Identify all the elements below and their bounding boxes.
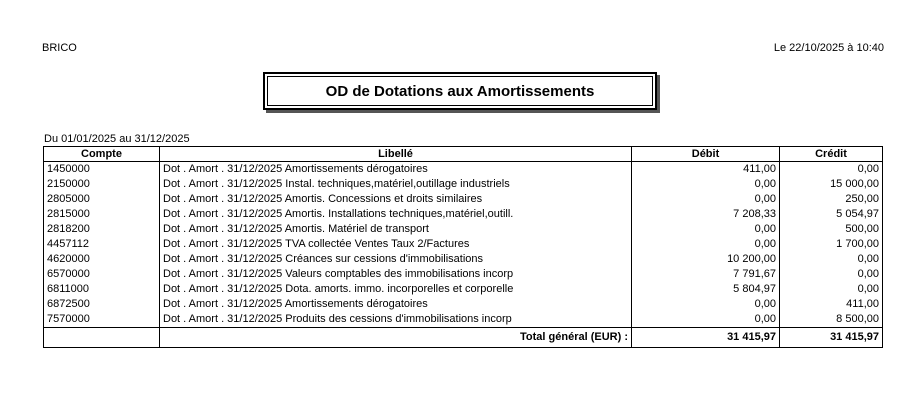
cell-debit: 411,00 bbox=[632, 162, 780, 178]
cell-debit: 5 804,97 bbox=[632, 282, 780, 297]
column-header-compte: Compte bbox=[44, 147, 160, 162]
cell-compte: 1450000 bbox=[44, 162, 160, 178]
print-date: Le 22/10/2025 à 10:40 bbox=[773, 42, 884, 54]
cell-libelle: Dot . Amort . 31/12/2025 Instal. techniques,matériel,outillage industriels bbox=[160, 177, 632, 192]
entries-table bbox=[43, 146, 883, 348]
cell-debit: 0,00 bbox=[632, 177, 780, 192]
cell-libelle: Dot . Amort . 31/12/2025 TVA collectée Ventes Taux 2/Factures bbox=[160, 237, 632, 252]
cell-compte: 4620000 bbox=[44, 252, 160, 267]
cell-libelle: Dot . Amort . 31/12/2025 Valeurs comptables des immobilisations incorp bbox=[160, 267, 632, 282]
table-row bbox=[44, 297, 883, 312]
cell-libelle: Dot . Amort . 31/12/2025 Amortissements dérogatoires bbox=[160, 297, 632, 312]
table-row bbox=[44, 237, 883, 252]
cell-debit: 7 791,67 bbox=[632, 267, 780, 282]
cell-compte: 2818200 bbox=[44, 222, 160, 237]
cell-libelle: Dot . Amort . 31/12/2025 Créances sur cessions d'immobilisations bbox=[160, 252, 632, 267]
cell-credit: 250,00 bbox=[780, 192, 883, 207]
cell-compte: 6570000 bbox=[44, 267, 160, 282]
table-body bbox=[44, 162, 883, 328]
cell-compte: 2150000 bbox=[44, 177, 160, 192]
cell-compte: 2805000 bbox=[44, 192, 160, 207]
table-row bbox=[44, 252, 883, 267]
cell-credit: 500,00 bbox=[780, 222, 883, 237]
total-spacer bbox=[44, 328, 160, 348]
cell-debit: 10 200,00 bbox=[632, 252, 780, 267]
cell-compte: 6811000 bbox=[44, 282, 160, 297]
cell-debit: 7 208,33 bbox=[632, 207, 780, 222]
table-row bbox=[44, 312, 883, 328]
cell-debit: 0,00 bbox=[632, 192, 780, 207]
table-row bbox=[44, 282, 883, 297]
table-row bbox=[44, 162, 883, 178]
table-row bbox=[44, 222, 883, 237]
cell-credit: 8 500,00 bbox=[780, 312, 883, 328]
total-label: Total général (EUR) : bbox=[160, 328, 632, 348]
cell-debit: 0,00 bbox=[632, 312, 780, 328]
cell-credit: 0,00 bbox=[780, 252, 883, 267]
table-header-row bbox=[44, 147, 883, 162]
total-credit: 31 415,97 bbox=[780, 328, 883, 348]
company-name: BRICO bbox=[42, 42, 77, 54]
cell-debit: 0,00 bbox=[632, 222, 780, 237]
cell-credit: 0,00 bbox=[780, 282, 883, 297]
table-row bbox=[44, 177, 883, 192]
total-row bbox=[44, 328, 883, 348]
total-debit: 31 415,97 bbox=[632, 328, 780, 348]
cell-libelle: Dot . Amort . 31/12/2025 Amortis. Concessions et droits similaires bbox=[160, 192, 632, 207]
cell-compte: 7570000 bbox=[44, 312, 160, 328]
cell-credit: 5 054,97 bbox=[780, 207, 883, 222]
table-row bbox=[44, 267, 883, 282]
table-row bbox=[44, 192, 883, 207]
cell-libelle: Dot . Amort . 31/12/2025 Amortis. Installations techniques,matériel,outill. bbox=[160, 207, 632, 222]
cell-compte: 6872500 bbox=[44, 297, 160, 312]
period-label: Du 01/01/2025 au 31/12/2025 bbox=[44, 133, 190, 145]
report-title-box bbox=[263, 72, 657, 110]
table-row bbox=[44, 207, 883, 222]
cell-compte: 4457112 bbox=[44, 237, 160, 252]
cell-debit: 0,00 bbox=[632, 297, 780, 312]
cell-libelle: Dot . Amort . 31/12/2025 Dota. amorts. immo. incorporelles et corporelle bbox=[160, 282, 632, 297]
cell-credit: 411,00 bbox=[780, 297, 883, 312]
cell-credit: 0,00 bbox=[780, 267, 883, 282]
column-header-libelle: Libellé bbox=[160, 147, 632, 162]
cell-libelle: Dot . Amort . 31/12/2025 Amortis. Matériel de transport bbox=[160, 222, 632, 237]
report-title: OD de Dotations aux Amortissements bbox=[267, 76, 653, 106]
cell-libelle: Dot . Amort . 31/12/2025 Amortissements dérogatoires bbox=[160, 162, 632, 178]
column-header-debit: Débit bbox=[632, 147, 780, 162]
cell-libelle: Dot . Amort . 31/12/2025 Produits des cessions d'immobilisations incorp bbox=[160, 312, 632, 328]
cell-credit: 15 000,00 bbox=[780, 177, 883, 192]
cell-compte: 2815000 bbox=[44, 207, 160, 222]
cell-debit: 0,00 bbox=[632, 237, 780, 252]
cell-credit: 1 700,00 bbox=[780, 237, 883, 252]
cell-credit: 0,00 bbox=[780, 162, 883, 178]
column-header-credit: Crédit bbox=[780, 147, 883, 162]
